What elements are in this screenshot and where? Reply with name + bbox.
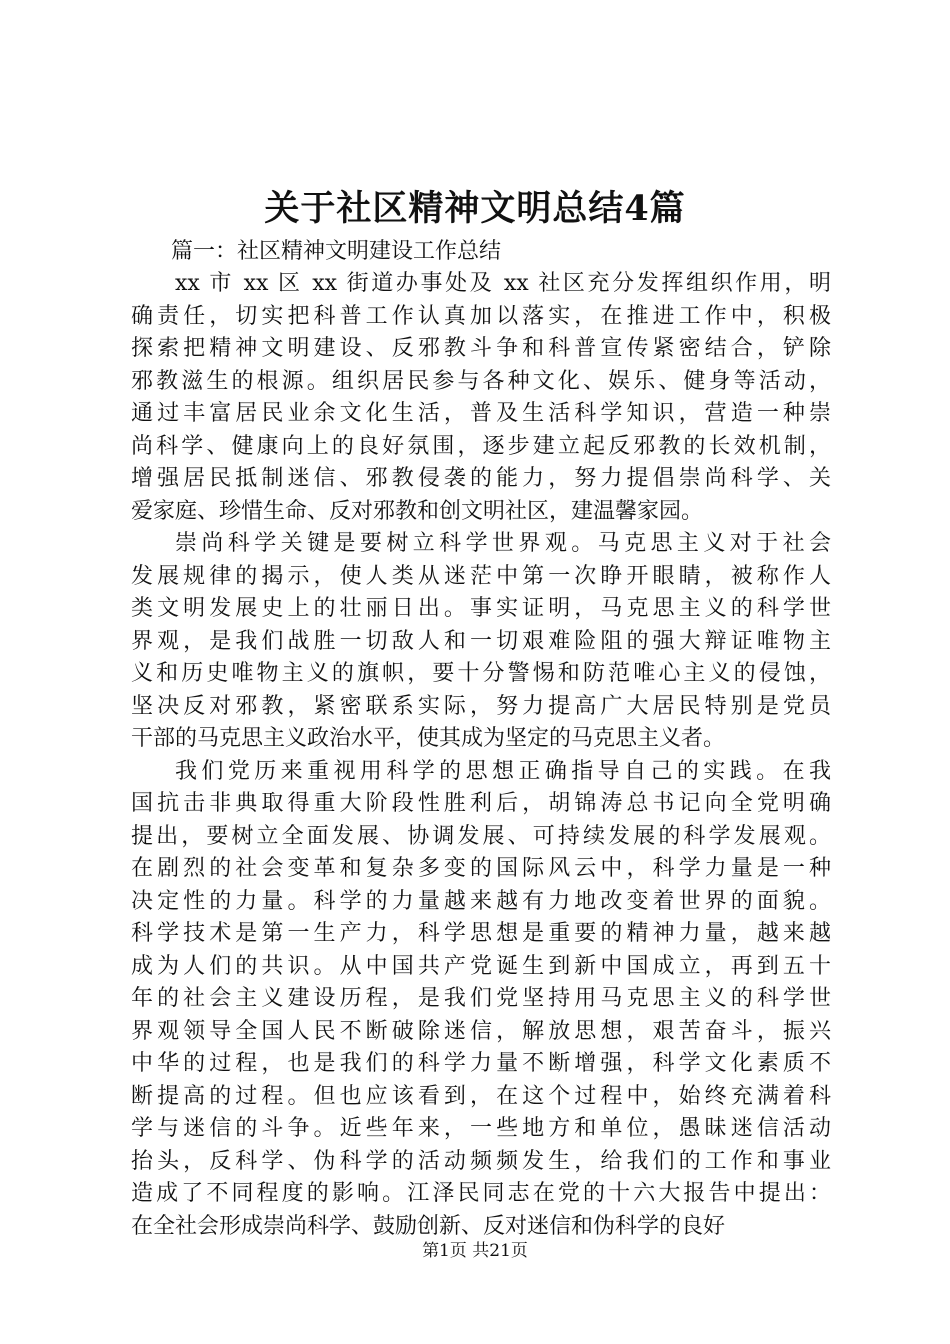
paragraph-line: 坚决反对邪教，紧密联系实际，努力提高广大居民特别是党员 xyxy=(131,693,831,719)
paragraph-line: 干部的马克思主义政治水平，使其成为坚定的马克思主义者。 xyxy=(131,726,726,751)
paragraph-line: 在全社会形成崇尚科学、鼓励创新、反对迷信和伪科学的良好 xyxy=(131,1213,726,1239)
paragraph-line: 界观，是我们战胜一切敌人和一切艰难险阻的强大辩证唯物主 xyxy=(131,628,831,654)
paragraph-line: 科学技术是第一生产力，科学思想是重要的精神力量，越来越 xyxy=(131,921,831,946)
paragraph-line: 决定性的力量。科学的力量越来越有力地改变着世界的面貌。 xyxy=(131,888,831,914)
paragraph-line: 界观领导全国人民不断破除迷信，解放思想，艰苦奋斗，振兴 xyxy=(131,1018,831,1044)
paragraph xyxy=(131,268,831,528)
paragraph-line: 尚科学、健康向上的良好氛围，逐步建立起反邪教的长效机制， xyxy=(131,433,831,459)
paragraph-line: 学与迷信的斗争。近些年来，一些地方和单位，愚昧迷信活动 xyxy=(131,1116,831,1141)
paragraph xyxy=(131,756,831,1244)
paragraph-line: 确责任，切实把科普工作认真加以落实，在推进工作中，积极 xyxy=(131,303,831,329)
document-title: 关于社区精神文明总结4篇 xyxy=(264,188,686,229)
paragraph-line: 抬头，反科学、伪科学的活动频频发生，给我们的工作和事业 xyxy=(131,1148,831,1174)
paragraph-line: 通过丰富居民业余文化生活，普及生活科学知识，营造一种崇 xyxy=(131,401,831,426)
paragraph-line: 断提高的过程。但也应该看到，在这个过程中，始终充满着科 xyxy=(131,1083,831,1109)
paragraph-line: 成为人们的共识。从中国共产党诞生到新中国成立，再到五十 xyxy=(131,953,831,979)
paragraph-list xyxy=(131,268,831,1243)
paragraph-line: 增强居民抵制迷信、邪教侵袭的能力，努力提倡崇尚科学、关 xyxy=(131,466,831,491)
paragraph-line: 邪教滋生的根源。组织居民参与各种文化、娱乐、健身等活动， xyxy=(131,368,831,394)
paragraph-line: 义和历史唯物主义的旗帜，要十分警惕和防范唯心主义的侵蚀， xyxy=(131,661,831,686)
paragraph-line: 探索把精神文明建设、反邪教斗争和科普宣传紧密结合，铲除 xyxy=(131,336,831,361)
paragraph-line: 崇尚科学关键是要树立科学世界观。马克思主义对于社会 xyxy=(175,531,831,556)
paragraph-line: 造成了不同程度的影响。江泽民同志在党的十六大报告中提出： xyxy=(131,1181,831,1206)
document-body xyxy=(131,236,831,1243)
page-footer: 第1页 共21页 xyxy=(422,1241,528,1261)
paragraph-line: 年的社会主义建设历程，是我们党坚持用马克思主义的科学世 xyxy=(131,986,831,1011)
paragraph xyxy=(131,528,831,756)
paragraph-line: 在剧烈的社会变革和复杂多变的国际风云中，科学力量是一种 xyxy=(131,856,831,881)
paragraph-line: 中华的过程，也是我们的科学力量不断增强，科学文化素质不 xyxy=(131,1051,831,1076)
paragraph-line: xx 市 xx 区 xx 街道办事处及 xx 社区充分发挥组织作用，明 xyxy=(175,271,831,296)
paragraph-line: 我们党历来重视用科学的思想正确指导自己的实践。在我 xyxy=(175,758,831,784)
section-heading: 篇一：社区精神文明建设工作总结 xyxy=(171,239,502,264)
paragraph-line: 爱家庭、珍惜生命、反对邪教和创文明社区，建温馨家园。 xyxy=(131,498,704,524)
paragraph-line: 类文明发展史上的壮丽日出。事实证明，马克思主义的科学世 xyxy=(131,596,831,621)
paragraph-line: 国抗击非典取得重大阶段性胜利后，胡锦涛总书记向全党明确 xyxy=(131,791,831,816)
paragraph-line: 发展规律的揭示，使人类从迷茫中第一次睁开眼睛，被称作人 xyxy=(131,563,831,589)
paragraph-line: 提出，要树立全面发展、协调发展、可持续发展的科学发展观。 xyxy=(131,823,831,849)
